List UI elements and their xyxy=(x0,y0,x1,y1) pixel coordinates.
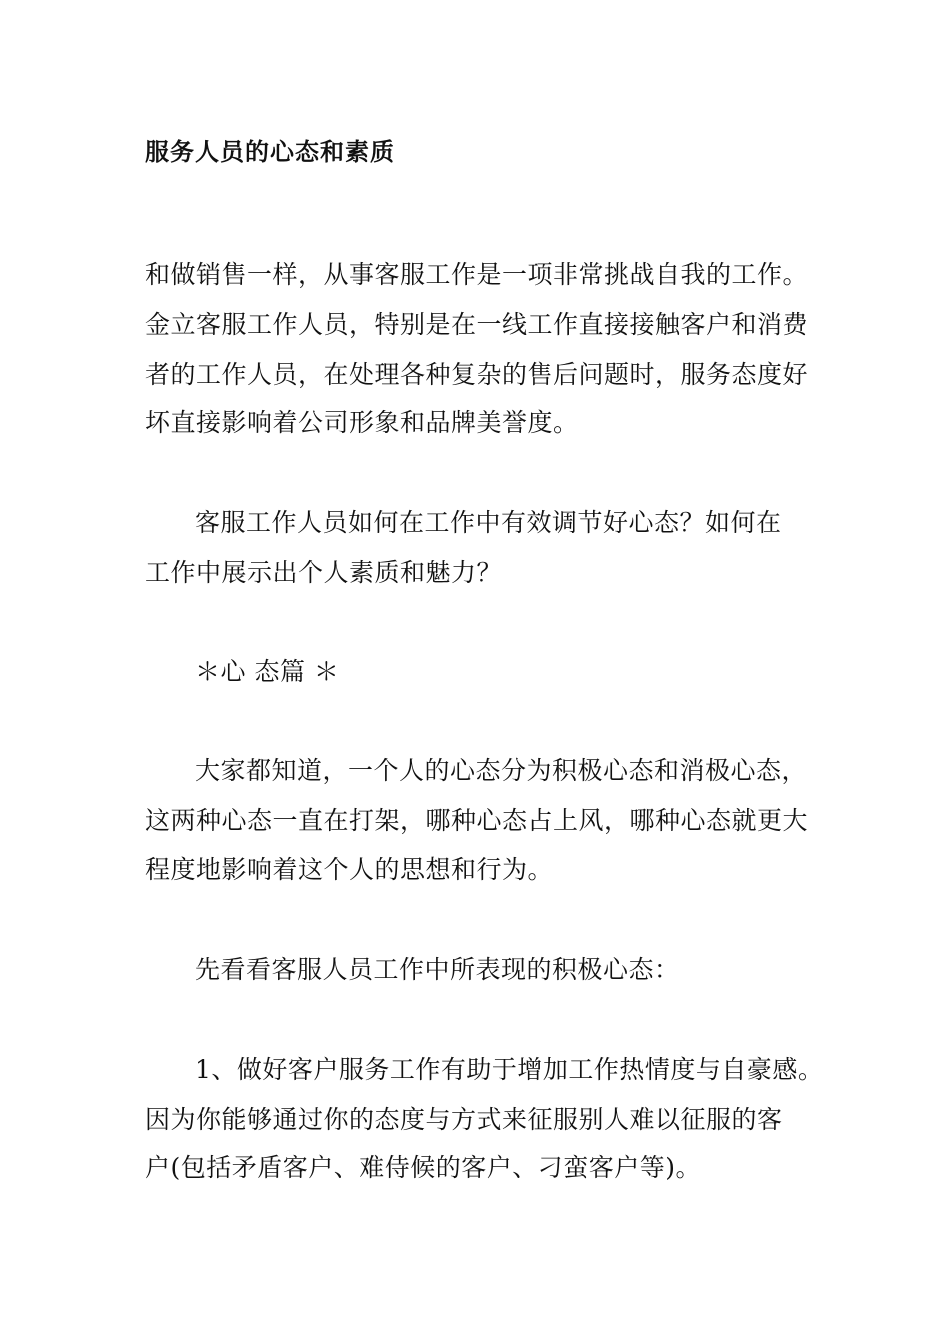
section-heading: ＊心 态篇 ＊ xyxy=(195,657,340,686)
paragraph-5-line-1: 1、做好客户服务工作有助于增加工作热情度与自豪感。 xyxy=(195,1055,824,1084)
paragraph-3-line-3: 程度地影响着这个人的思想和行为。 xyxy=(145,855,554,884)
paragraph-2-line-2: 工作中展示出个人素质和魅力？ xyxy=(145,558,503,587)
paragraph-3-line-2: 这两种心态一直在打架，哪种心态占上风，哪种心态就更大 xyxy=(145,806,809,835)
paragraph-5-line-3: 户(包括矛盾客户、难侍候的客户、刁蛮客户等)。 xyxy=(145,1153,702,1182)
paragraph-4-line-1: 先看看客服人员工作中所表现的积极心态： xyxy=(195,955,680,984)
paragraph-1-line-4: 坏直接影响着公司形象和品牌美誉度。 xyxy=(145,408,579,437)
paragraph-2-line-1: 客服工作人员如何在工作中有效调节好心态？如何在 xyxy=(195,508,782,537)
paragraph-1-line-3: 者的工作人员，在处理各种复杂的售后问题时，服务态度好 xyxy=(145,360,809,389)
paragraph-1-line-2: 金立客服工作人员，特别是在一线工作直接接触客户和消费 xyxy=(145,310,809,339)
paragraph-3-line-1: 大家都知道，一个人的心态分为积极心态和消极心态， xyxy=(195,756,808,785)
paragraph-5-line-2: 因为你能够通过你的态度与方式来征服别人难以征服的客 xyxy=(145,1105,783,1134)
paragraph-1-line-1: 和做销售一样，从事客服工作是一项非常挑战自我的工作。 xyxy=(145,260,809,289)
document-title: 服务人员的心态和素质 xyxy=(145,137,395,166)
